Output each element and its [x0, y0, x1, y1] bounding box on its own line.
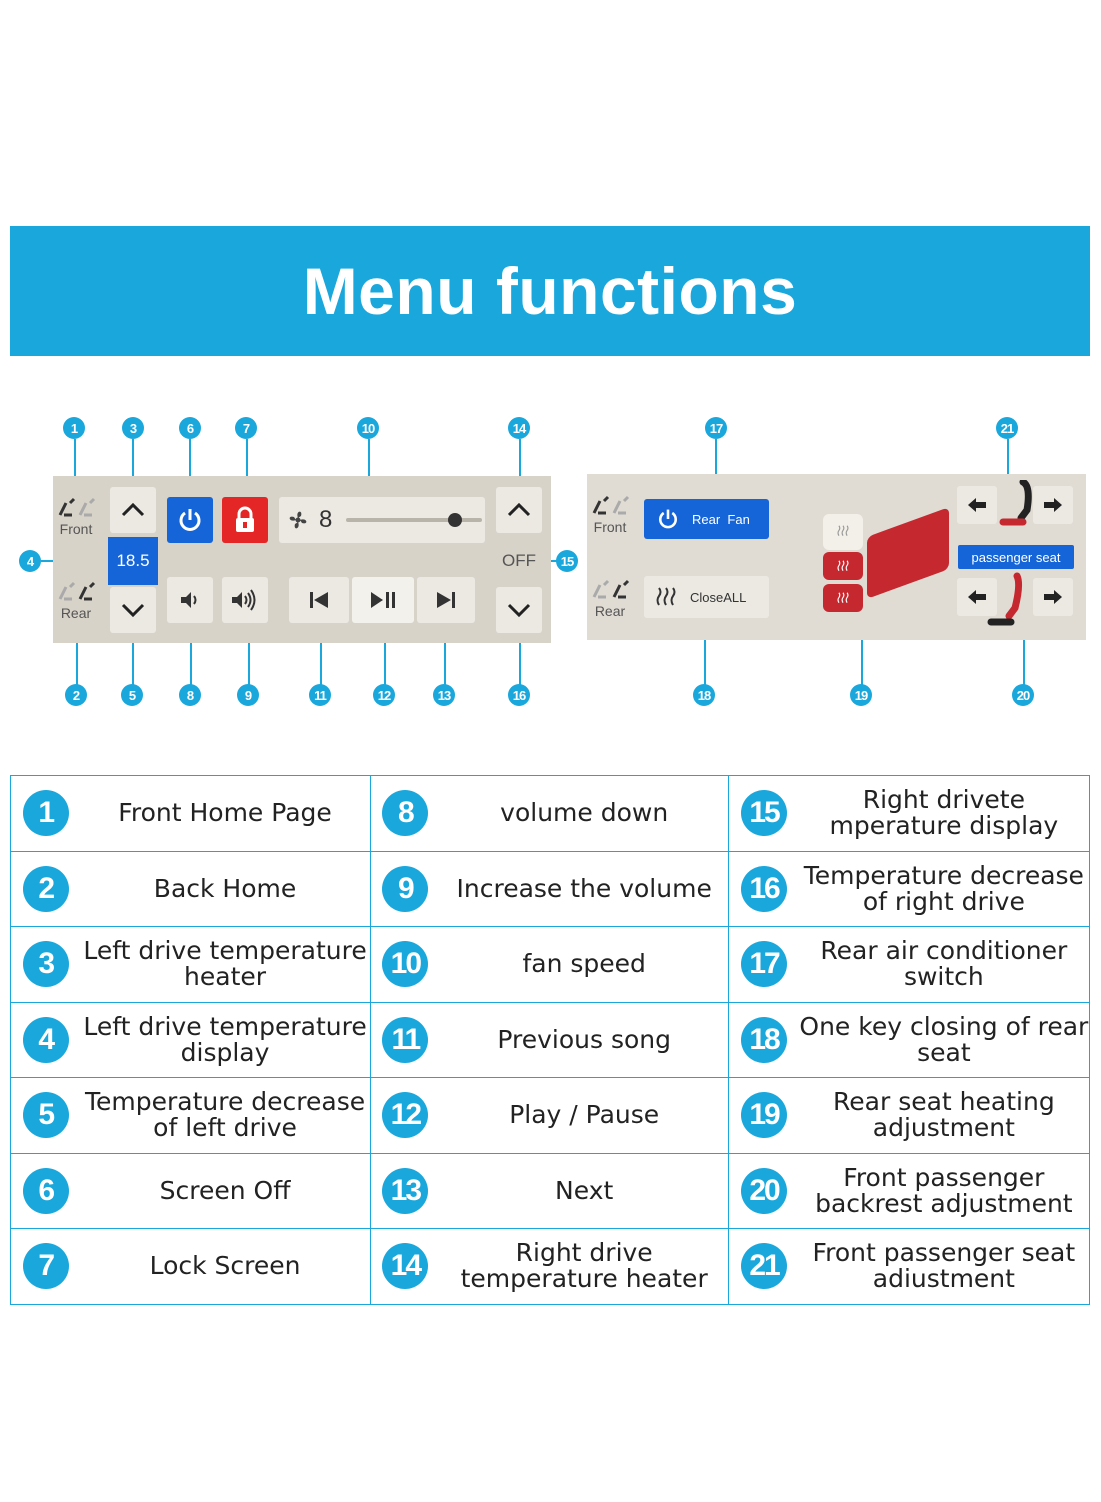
fan-speed-knob[interactable] — [448, 513, 462, 527]
chevron-up-icon — [506, 502, 532, 518]
rear-fan-label: Rear Fan — [692, 511, 750, 527]
callout-badge: 10 — [357, 417, 379, 439]
play-pause-button[interactable] — [352, 577, 414, 623]
seat-airflow-icon — [56, 495, 96, 521]
seat-forward-button[interactable] — [957, 486, 997, 524]
legend-text: Play / Pause — [440, 1078, 729, 1154]
legend-number: 17 — [741, 941, 787, 987]
seat-heat-icon — [835, 524, 851, 538]
legend-text: volume down — [440, 776, 729, 852]
seat-backrest — [867, 507, 949, 599]
fan-speed-slider[interactable] — [346, 518, 482, 522]
callout-badge: 17 — [705, 417, 727, 439]
rear-label: Rear — [60, 605, 92, 621]
seat-heat-icon — [654, 585, 678, 609]
skip-next-icon — [435, 590, 457, 610]
callout-badge: 1 — [63, 417, 85, 439]
legend-number: 8 — [382, 790, 428, 836]
arrow-left-icon — [966, 497, 988, 513]
volume-down-icon — [179, 590, 201, 610]
seat-airflow-icon — [590, 493, 630, 519]
legend-number: 19 — [741, 1092, 787, 1138]
next-song-button[interactable] — [417, 577, 475, 623]
legend-number: 9 — [382, 866, 428, 912]
legend-number: 12 — [382, 1092, 428, 1138]
callout-badge: 8 — [179, 684, 201, 706]
legend-text: Temperature decrease of left drive — [80, 1078, 370, 1154]
callout-badge: 20 — [1012, 684, 1034, 706]
legend-text: Increase the volume — [440, 851, 729, 927]
legend-number: 14 — [382, 1243, 428, 1289]
callout-badge: 6 — [179, 417, 201, 439]
callout-badge: 13 — [433, 684, 455, 706]
callout-badge: 12 — [373, 684, 395, 706]
close-all-label: CloseALL — [690, 589, 747, 605]
legend-text: Lock Screen — [80, 1229, 370, 1305]
seat-side-icon — [999, 480, 1035, 532]
arrow-right-icon — [1042, 589, 1064, 605]
seat-heat-icon — [835, 591, 851, 605]
chevron-down-icon — [120, 602, 146, 618]
lock-icon — [233, 506, 257, 534]
legend-number: 13 — [382, 1168, 428, 1214]
right-temp-down-button[interactable] — [496, 587, 542, 633]
arrow-left-icon — [966, 589, 988, 605]
seat-airflow-icon — [56, 579, 96, 605]
legend-text: Left drive temperature heater — [80, 927, 370, 1003]
legend-text: Temperature decrease of right drive — [799, 851, 1090, 927]
volume-down-button[interactable] — [167, 577, 213, 623]
legend-text: Left drive temperature display — [80, 1002, 370, 1078]
back-home-button[interactable] — [587, 568, 633, 628]
callout-badge: 16 — [508, 684, 530, 706]
legend-number: 11 — [382, 1017, 428, 1063]
back-home-button[interactable] — [53, 570, 99, 630]
legend-text: Back Home — [80, 851, 370, 927]
legend-row — [11, 1229, 1090, 1305]
callout-badge: 11 — [309, 684, 331, 706]
rear-seat-graphic[interactable] — [819, 500, 951, 618]
rear-label: Rear — [594, 603, 626, 619]
legend-row — [11, 776, 1090, 852]
page-title: Menu functions — [302, 254, 798, 328]
legend-number: 20 — [741, 1168, 787, 1214]
fan-icon — [285, 507, 311, 533]
left-temp-display: 18.5 — [108, 537, 158, 585]
callout-badge: 3 — [122, 417, 144, 439]
power-icon — [656, 507, 680, 531]
front-label: Front — [593, 519, 627, 535]
legend-number: 16 — [741, 866, 787, 912]
legend-text: Rear air conditioner switch — [799, 927, 1090, 1003]
passenger-seat-label: passenger seat — [958, 545, 1074, 569]
callout-badge: 14 — [508, 417, 530, 439]
left-temp-down-button[interactable] — [110, 587, 156, 633]
legend-text: fan speed — [440, 927, 729, 1003]
seat-backward-button[interactable] — [1033, 486, 1073, 524]
right-temp-display: OFF — [502, 551, 536, 570]
legend-text: Front passenger backrest adjustment — [799, 1153, 1090, 1229]
callout-badge: 4 — [19, 550, 41, 572]
legend-text: Front Home Page — [80, 776, 370, 852]
legend-number: 2 — [23, 866, 69, 912]
play-pause-icon — [369, 590, 397, 610]
callout-line — [76, 640, 78, 685]
legend-number: 15 — [741, 790, 787, 836]
volume-up-button[interactable] — [222, 577, 268, 623]
callout-badge: 2 — [65, 684, 87, 706]
legend-number: 1 — [23, 790, 69, 836]
fan-speed-value: 8 — [319, 506, 333, 533]
title-banner — [10, 226, 1090, 356]
legend-text: Screen Off — [80, 1153, 370, 1229]
callout-line — [1007, 439, 1009, 479]
left-temp-up-button[interactable] — [110, 487, 156, 533]
rear-control-panel — [587, 474, 1086, 640]
arrow-right-icon — [1042, 497, 1064, 513]
skip-previous-icon — [308, 590, 330, 610]
seat-heat-icon — [835, 559, 851, 573]
legend-number: 7 — [23, 1243, 69, 1289]
previous-song-button[interactable] — [289, 577, 349, 623]
legend-text: Right drivete mperature display — [799, 776, 1090, 852]
legend-number: 21 — [741, 1243, 787, 1289]
callout-badge: 18 — [693, 684, 715, 706]
rear-fan-button[interactable] — [644, 499, 769, 539]
close-all-button[interactable] — [644, 576, 769, 618]
callout-badge: 19 — [850, 684, 872, 706]
legend-number: 3 — [23, 941, 69, 987]
legend-row — [11, 1002, 1090, 1078]
seat-airflow-icon — [590, 577, 630, 603]
lock-screen-button[interactable] — [222, 497, 268, 543]
legend-row — [11, 1078, 1090, 1154]
legend-text: Next — [440, 1153, 729, 1229]
screen-off-button[interactable] — [167, 497, 213, 543]
legend-text: Previous song — [440, 1002, 729, 1078]
legend-number: 18 — [741, 1017, 787, 1063]
callout-badge: 5 — [121, 684, 143, 706]
callout-badge: 21 — [996, 417, 1018, 439]
volume-up-icon — [230, 589, 260, 611]
function-legend-table — [10, 775, 1090, 1305]
legend-number: 6 — [23, 1168, 69, 1214]
front-home-button[interactable] — [587, 484, 633, 544]
legend-text: Front passenger seat adiustment — [799, 1229, 1090, 1305]
legend-row — [11, 927, 1090, 1003]
legend-number: 4 — [23, 1017, 69, 1063]
legend-text: One key closing of rear seat — [799, 1002, 1090, 1078]
callout-badge: 9 — [237, 684, 259, 706]
legend-number: 10 — [382, 941, 428, 987]
legend-row — [11, 1153, 1090, 1229]
front-label: Front — [59, 521, 93, 537]
legend-number: 5 — [23, 1092, 69, 1138]
backrest-side-icon — [987, 572, 1023, 628]
callout-badge: 15 — [556, 550, 578, 572]
right-temp-up-button[interactable] — [496, 487, 542, 533]
legend-text: Rear seat heating adjustment — [799, 1078, 1090, 1154]
legend-text: Right drive temperature heater — [440, 1229, 729, 1305]
chevron-down-icon — [506, 602, 532, 618]
backrest-backward-button[interactable] — [1033, 578, 1073, 616]
legend-row — [11, 851, 1090, 927]
chevron-up-icon — [120, 502, 146, 518]
power-icon — [176, 506, 204, 534]
front-home-button[interactable] — [53, 486, 99, 546]
climate-control-panel — [53, 476, 551, 643]
fan-speed-control[interactable] — [279, 497, 485, 543]
callout-badge: 7 — [235, 417, 257, 439]
